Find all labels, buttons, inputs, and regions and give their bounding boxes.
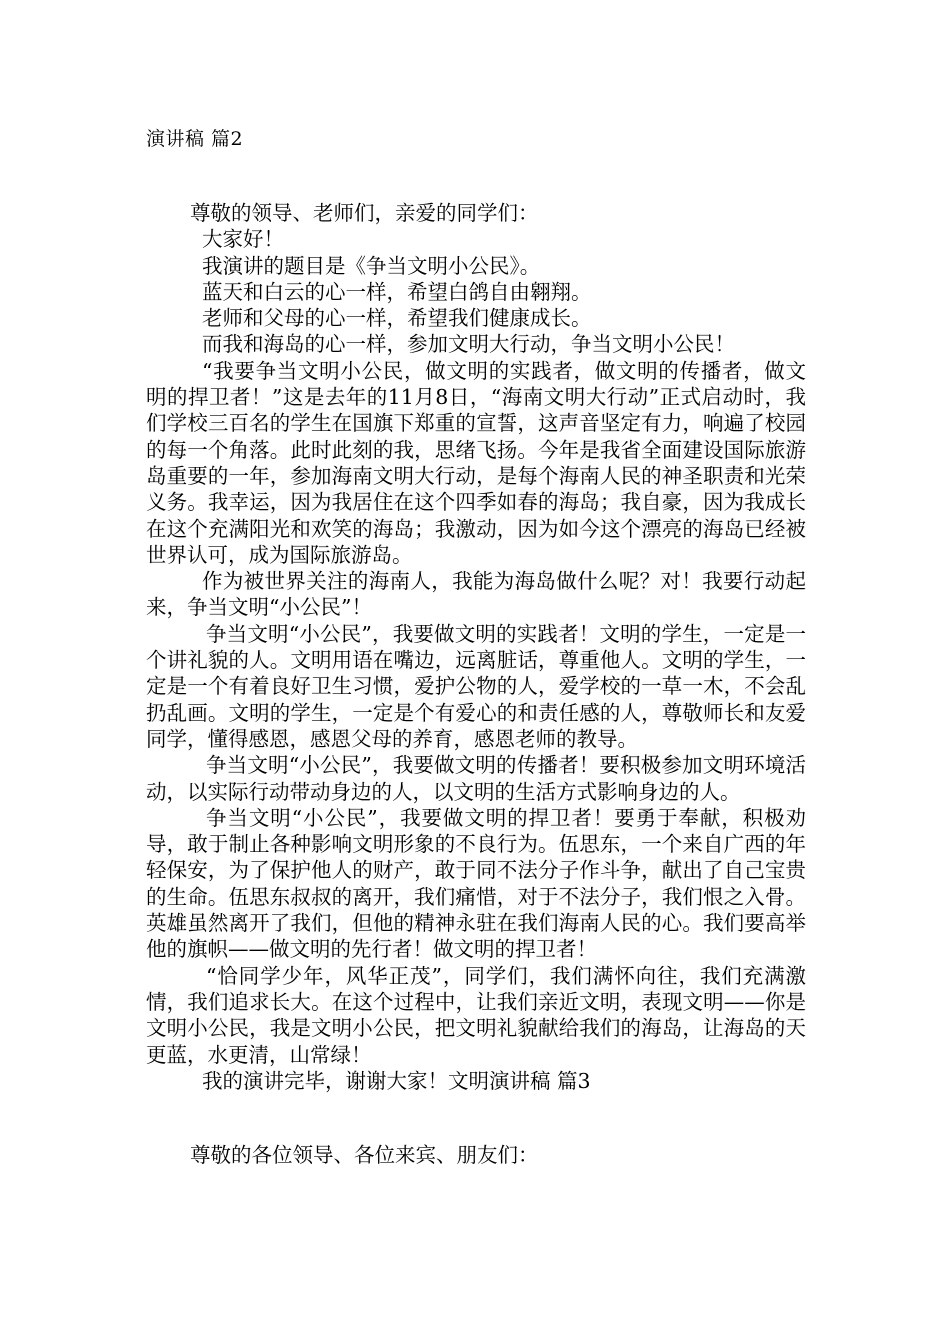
paragraph: 蓝天和白云的心一样，希望白鸽自由翱翔。 (202, 279, 592, 304)
paragraph: 作为被世界关注的海南人，我能为海岛做什么呢？对！我要行动起来，争当文明“小公民”！ (146, 569, 806, 620)
next-salutation: 尊敬的各位领导、各位来宾、朋友们： (190, 1143, 539, 1168)
speech-title-line: 我演讲的题目是《争当文明小公民》。 (202, 253, 541, 278)
paragraph: “恰同学少年，风华正茂”，同学们，我们满怀向往，我们充满激情，我们追求长大。在这个过程中，让我们亲近文明，表现文明——你是文明小公民，我是文明小公民，把文明礼貌献给我们的海岛，让海岛的天更蓝，水更清，山常绿！ (146, 963, 806, 1067)
greeting: 大家好！ (202, 227, 284, 252)
salutation: 尊敬的领导、老师们，亲爱的同学们： (190, 201, 539, 225)
paragraph: “我要争当文明小公民，做文明的实践者，做文明的传播者，做文明的捍卫者！”这是去年的11月8日，“海南文明大行动”正式启动时，我们学校三百名的学生在国旗下郑重的宣誓，这声音坚定有力，响遍了校园的每一个角落。此时此刻的我，思绪飞扬。今年是我省全面建设国际旅游岛重要的一年，参加海南文明大行动，是每个海南人民的神圣职责和光荣义务。我幸运，因为我居住在这个四季如春的海岛；我自豪，因为我成长在这个充满阳光和欢笑的海岛；我激动，因为如今这个漂亮的海岛已经被世界认可，成为国际旅游岛。 (146, 358, 806, 567)
paragraph: 争当文明“小公民”，我要做文明的捍卫者！要勇于奉献，积极劝导，敢于制止各种影响文明形象的不良行为。伍思东，一个来自广西的年轻保安，为了保护他人的财产，敢于同不法分子作斗争，献出了自己宝贵的生命。伍思东叔叔的离开，我们痛惜，对于不法分子，我们恨之入骨。英雄虽然离开了我们，但他的精神永驻在我们海南人民的心。我们要高举他的旗帜——做文明的先行者！做文明的捍卫者！ (146, 805, 806, 962)
closing-line: 我的演讲完毕，谢谢大家！文明演讲稿 篇3 (202, 1068, 591, 1093)
paragraph: 争当文明“小公民”，我要做文明的传播者！要积极参加文明环境活动，以实际行动带动身边的人，以文明的生活方式影响身边的人。 (146, 753, 806, 804)
paragraph: 老师和父母的心一样，希望我们健康成长。 (202, 306, 592, 331)
section-heading: 演讲稿 篇2 (146, 128, 244, 150)
paragraph: 争当文明“小公民”，我要做文明的实践者！文明的学生，一定是一个讲礼貌的人。文明用语在嘴边，远离脏话，尊重他人。文明的学生，一定是一个有着良好卫生习惯，爱护公物的人，爱学校的一草一木，不会乱扔乱画。文明的学生，一定是个有爱心的和责任感的人，尊敬师长和友爱同学，懂得感恩，感恩父母的养育，感恩老师的教导。 (146, 621, 806, 751)
paragraph: 而我和海岛的心一样，参加文明大行动，争当文明小公民！ (202, 332, 735, 357)
speech-body (146, 200, 806, 1168)
